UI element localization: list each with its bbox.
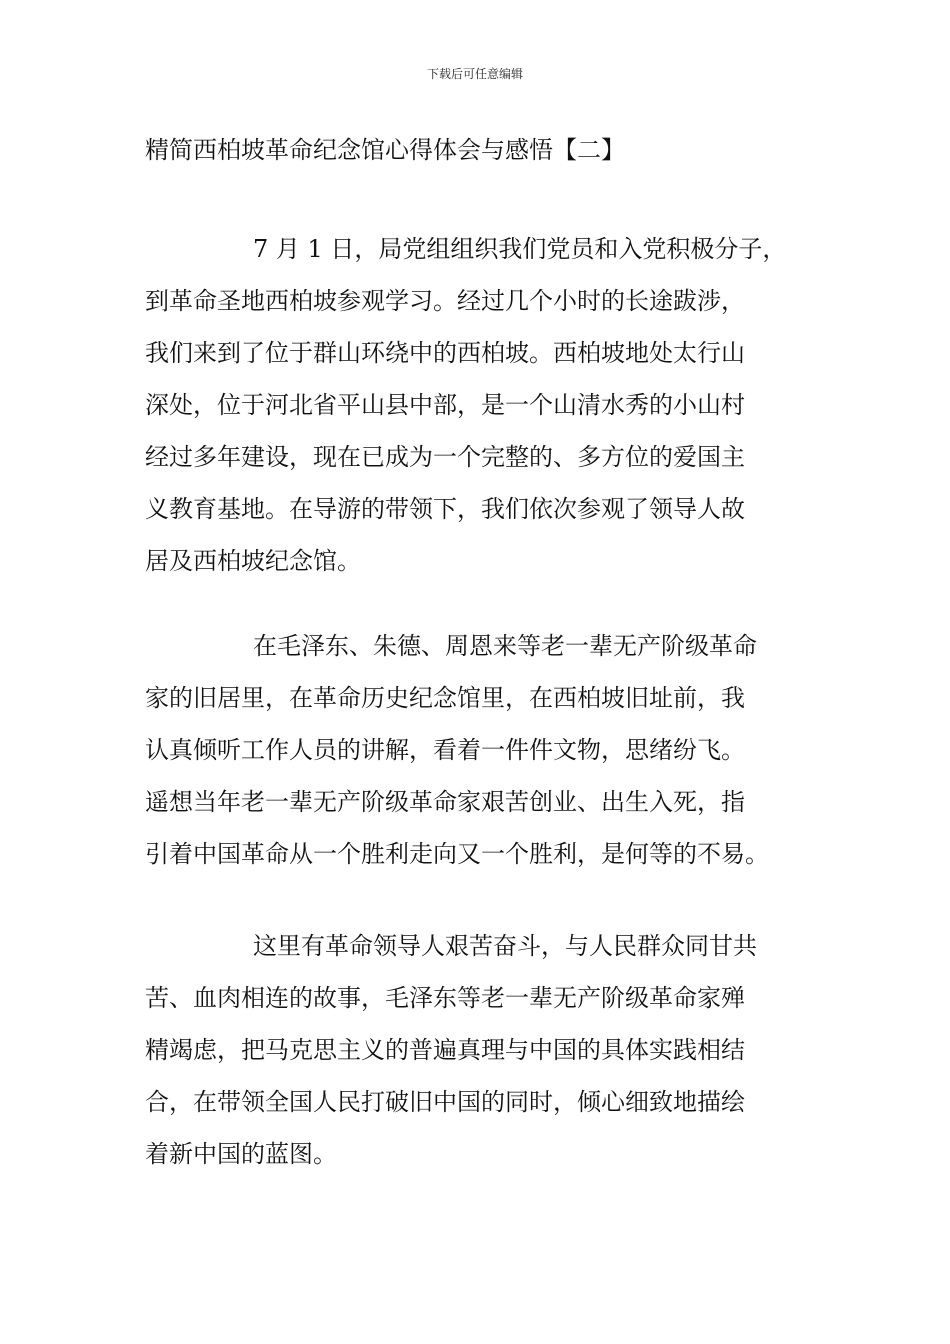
paragraph-line: 深处，位于河北省平山县中部，是一个山清水秀的小山村 [145, 391, 745, 419]
paragraph-line: 在毛泽东、朱德、周恩来等老一辈无产阶级革命 [253, 632, 757, 660]
paragraph-1 [145, 223, 807, 587]
paragraph-line: 认真倾听工作人员的讲解，看着一件件文物，思绪纷飞。 [145, 736, 745, 764]
paragraph-line: 精竭虑，把马克思主义的普遍真理与中国的具体实践相结 [145, 1036, 745, 1064]
paragraph-line: 到革命圣地西柏坡参观学习。经过几个小时的长途跋涉， [145, 287, 745, 315]
header-note: 下载后可任意编辑 [426, 67, 523, 81]
paragraph-line: 家的旧居里，在革命历史纪念馆里，在西柏坡旧址前，我 [145, 684, 745, 712]
paragraph-line: 义教育基地。在导游的带领下，我们依次参观了领导人故 [145, 495, 745, 523]
paragraph-line: 苦、血肉相连的故事，毛泽东等老一辈无产阶级革命家殚 [145, 984, 745, 1012]
paragraph-line: 合，在带领全国人民打破旧中国的同时，倾心细致地描绘 [145, 1088, 745, 1116]
paragraph-line: 引着中国革命从一个胜利走向又一个胜利，是何等的不易。 [145, 840, 769, 868]
paragraph-line: 经过多年建设，现在已成为一个完整的、多方位的爱国主 [145, 443, 745, 471]
paragraph-line: 着新中国的蓝图。 [145, 1140, 337, 1168]
document-title: 精简西柏坡革命纪念馆心得体会与感悟【二】 [145, 136, 625, 164]
paragraph-line: 我们来到了位于群山环绕中的西柏坡。西柏坡地处太行山 [145, 339, 745, 367]
paragraph-2 [145, 620, 807, 880]
paragraph-line: 这里有革命领导人艰苦奋斗，与人民群众同甘共 [253, 932, 757, 960]
paragraph-line: 居及西柏坡纪念馆。 [145, 547, 361, 575]
paragraph-line: 7 月 1 日，局党组组织我们党员和入党积极分子， [253, 235, 787, 263]
paragraph-line: 遥想当年老一辈无产阶级革命家艰苦创业、出生入死，指 [145, 788, 745, 816]
paragraph-3 [145, 920, 807, 1180]
